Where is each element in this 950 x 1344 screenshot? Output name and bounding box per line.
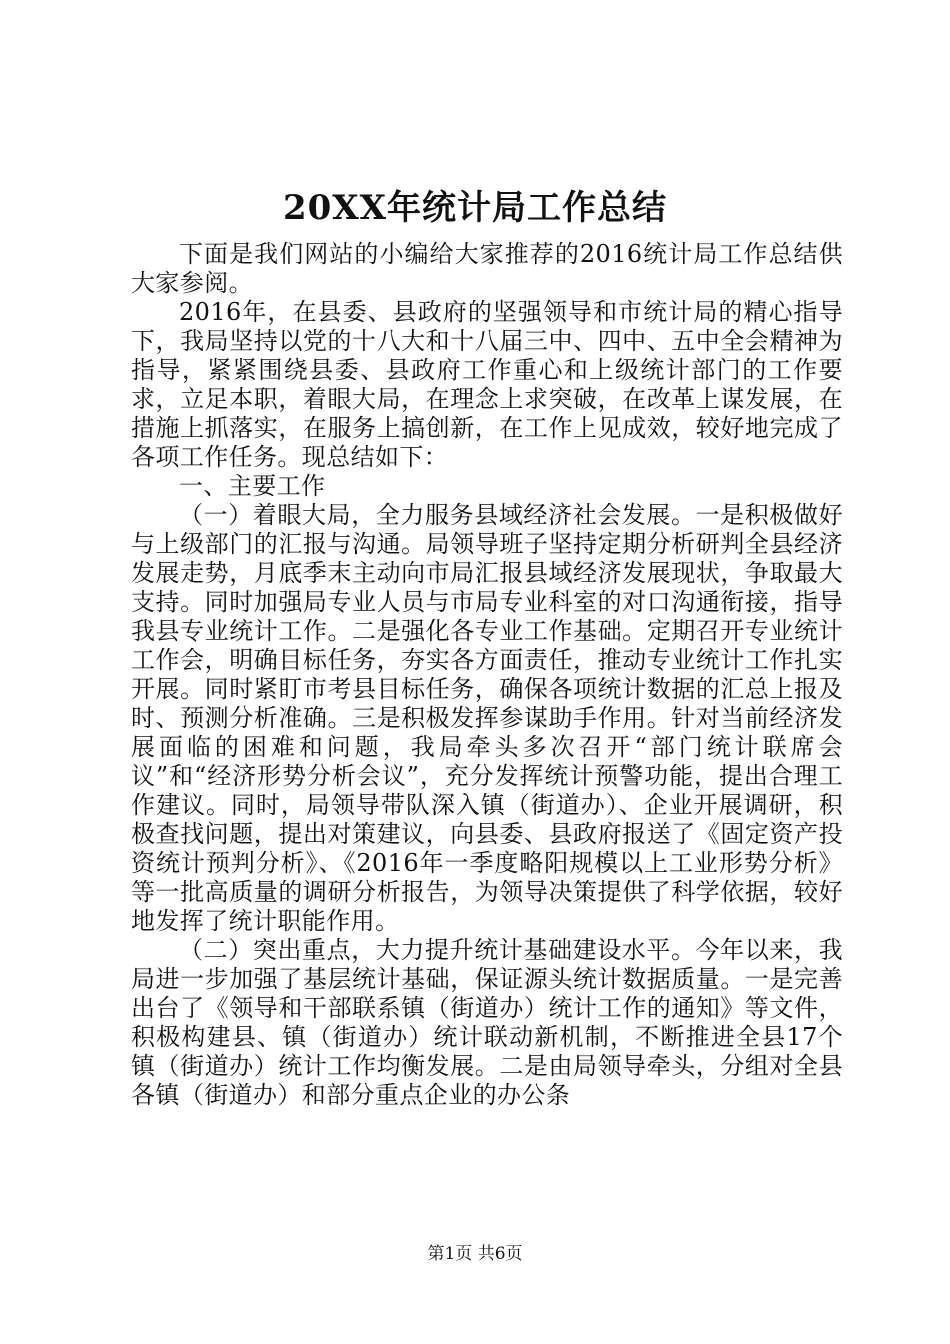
document-body: [131, 240, 843, 1110]
paragraph-summary: 2016年，在县委、县政府的坚强领导和市统计局的精心指导下，我局坚持以党的十八大和十八届三中、四中、五中全会精神为指导，紧紧围绕县委、县政府工作重心和上级统计部门的工作要求，立足本职，着眼大局，在理念上求突破，在改革上谋发展，在措施上抓落实，在服务上搞创新，在工作上见成效，较好地完成了各项工作任务。现总结如下：: [131, 298, 843, 471]
section-heading-main-work: 一、主要工作: [179, 472, 326, 500]
page-number-footer: 第1页 共6页: [427, 1244, 523, 1264]
document-title: 20XX年统计局工作总结: [282, 188, 668, 228]
paragraph-section-2: （二）突出重点，大力提升统计基础建设水平。今年以来，我局进一步加强了基层统计基础，保证源头统计数据质量。一是完善出台了《领导和干部联系镇（街道办）统计工作的通知》等文件，积极构建县、镇（街道办）统计联动新机制，不断推进全县17个镇（街道办）统计工作均衡发展。二是由局领导牵头，分组对全县各镇（街道办）和部分重点企业的办公条: [131, 936, 843, 1109]
paragraph-intro: 下面是我们网站的小编给大家推荐的2016统计局工作总结供大家参阅。: [131, 240, 843, 297]
paragraph-section-1: （一）着眼大局，全力服务县域经济社会发展。一是积极做好与上级部门的汇报与沟通。局领导班子坚持定期分析研判全县经济发展走势，月底季末主动向市局汇报县域经济发展现状，争取最大支持。同时加强局专业人员与市局专业科室的对口沟通衔接，指导我县专业统计工作。二是强化各专业工作基础。定期召开专业统计工作会，明确目标任务，夯实各方面责任，推动专业统计工作扎实开展。同时紧盯市考县目标任务，确保各项统计数据的汇总上报及时、预测分析准确。三是积极发挥参谋助手作用。针对当前经济发展面临的困难和问题，我局牵头多次召开“部门统计联席会议”和“经济形势分析会议”，充分发挥统计预警功能，提出合理工作建议。同时，局领导带队深入镇（街道办）、企业开展调研，积极查找问题，提出对策建议，向县委、县政府报送了《固定资产投资统计预判分析》、《2016年一季度略阳规模以上工业形势分析》等一批高质量的调研分析报告，为领导决策提供了科学依据，较好地发挥了统计职能作用。: [131, 501, 843, 935]
